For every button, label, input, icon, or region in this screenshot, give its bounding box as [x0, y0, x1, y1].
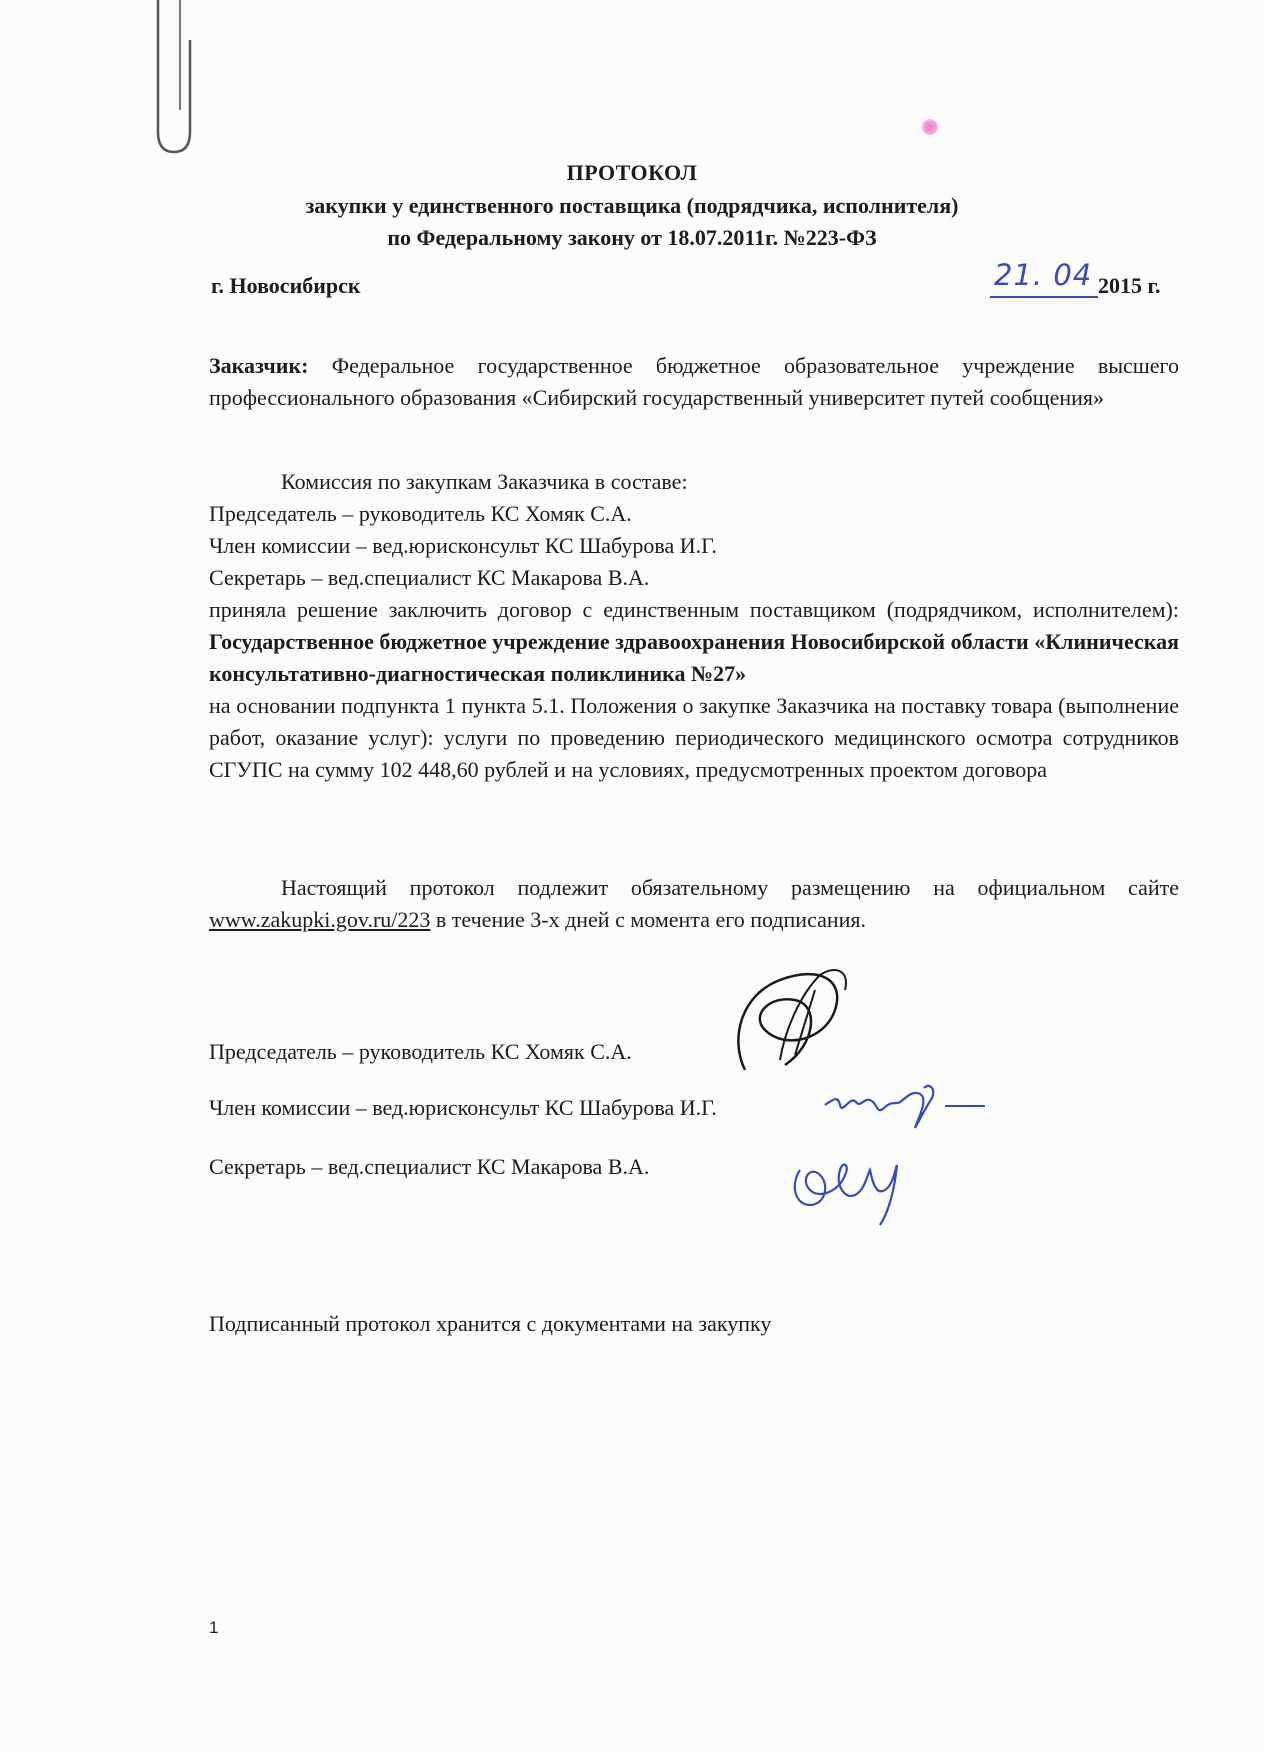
member-signature [820, 1070, 1000, 1140]
customer-label: Заказчик: [209, 353, 309, 378]
signature-chair-label: Председатель – руководитель КС Хомяк С.А. [209, 1039, 632, 1064]
customer-paragraph [209, 350, 1179, 414]
page-number: 1 [209, 1618, 219, 1637]
zakupki-link[interactable]: www.zakupki.gov.ru/223 [209, 907, 431, 932]
publication-before: Настоящий протокол подлежит обязательному размещению на официальном сайте [281, 875, 1179, 900]
commission-secretary: Секретарь – вед.специалист КС Макарова В.А. [209, 565, 650, 590]
basis-paragraph: на основании подпункта 1 пункта 5.1. Положения о закупке Заказчика на поставку товара (выполнение работ, оказание услуг): услуги по проведению периодического медицинского осмотра сотрудников СГУПС на сумму 102 448,60 рублей и на условиях, предусмотренных проектом договора [209, 693, 1179, 782]
commission-chair: Председатель – руководитель КС Хомяк С.А. [209, 501, 632, 526]
handwritten-date-text: 21. 04 [994, 258, 1093, 292]
supplier-name: Государственное бюджетное учреждение здравоохранения Новосибирской области «Клиническая консультативно-диагностическая поликлиника №27» [209, 629, 1179, 686]
date-underline [990, 296, 1098, 298]
paperclip-icon [150, 0, 210, 160]
commission-member: Член комиссии – вед.юрисконсульт КС Шабурова И.Г. [209, 533, 717, 558]
city: г. Новосибирск [211, 273, 361, 298]
signature-secretary-label: Секретарь – вед.специалист КС Макарова В.А. [209, 1154, 650, 1179]
storage-note: Подписанный протокол хранится с документами на закупку [209, 1311, 772, 1336]
year: 2015 г. [1098, 273, 1161, 298]
secretary-signature [785, 1140, 925, 1235]
document-subtitle: закупки у единственного поставщика (подрядчика, исполнителя) [305, 193, 959, 218]
law-reference: по Федеральному закону от 18.07.2011г. №223-ФЗ [387, 225, 877, 250]
commission-intro: Комиссия по закупкам Заказчика в составе: [281, 469, 688, 494]
handwritten-date [990, 258, 1098, 298]
publication-paragraph [209, 872, 1179, 936]
publication-after: в течение 3-х дней с момента его подписания. [430, 907, 867, 932]
signature-member-label: Член комиссии – вед.юрисконсульт КС Шабурова И.Г. [209, 1095, 717, 1120]
chair-signature [725, 960, 885, 1085]
decision-lead: приняла решение заключить договор с единственным поставщиком (подрядчиком, исполнителем): [209, 597, 1179, 622]
document-title: ПРОТОКОЛ [566, 160, 698, 185]
decision-paragraph [209, 594, 1179, 690]
customer-text: Федеральное государственное бюджетное образовательное учреждение высшего профессионального образования «Сибирский государственный университет путей сообщения» [209, 353, 1179, 410]
pink-stain [922, 119, 938, 135]
